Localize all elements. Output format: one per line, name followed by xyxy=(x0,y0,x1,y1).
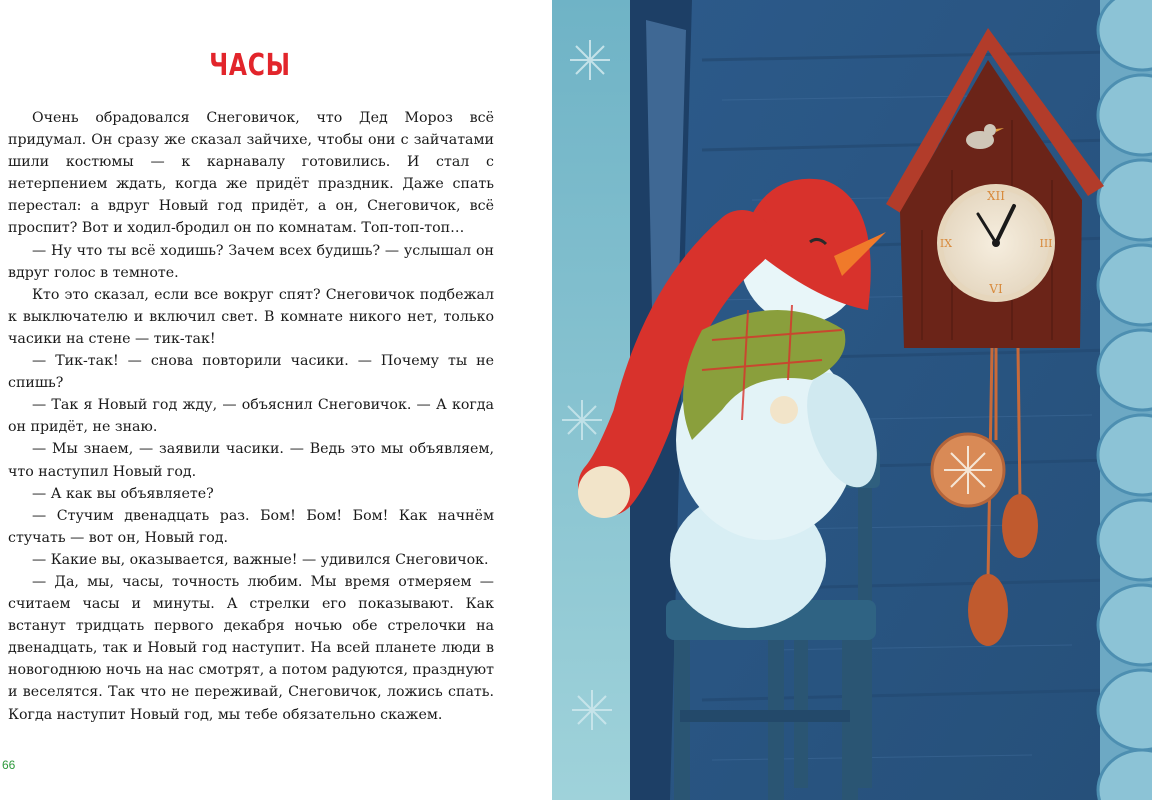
numeral-vi: VI xyxy=(989,282,1003,296)
chapter-title: ЧАСЫ xyxy=(209,48,291,83)
numeral-ix: IX xyxy=(939,237,953,250)
paragraph: — Так я Новый год жду, — объяснил Снеговичок. — А когда он придёт, не знаю. xyxy=(8,397,494,436)
pinecone-icon xyxy=(968,574,1008,646)
paragraph: — Да, мы, часы, точность любим. Мы время отмеряем — считаем часы и минуты. А стрелки его показывают. Как встанут тридцать первого декабря ночью обе стрелочки на двенадцать, так и Новый год наступит. На всей планете люди в новогоднюю ночь на нас смотрят, а потом радуются, празднуют и веселятся. Так что не переживай, Снеговичок, ложись спать. Когда наступит Новый год, мы тебе обязательно скажем. xyxy=(8,573,494,723)
log-wall xyxy=(1098,0,1152,800)
numeral-iii: III xyxy=(1039,237,1053,250)
pompom xyxy=(578,466,630,518)
paragraph: — Тик-так! — снова повторили часики. — Почему ты не спишь? xyxy=(8,353,494,392)
illustration-page xyxy=(552,0,1152,800)
snowflake-icon xyxy=(572,690,612,730)
story-text xyxy=(8,107,494,726)
snowman-clock-illustration xyxy=(552,0,1152,800)
text-page xyxy=(0,0,552,800)
paragraph: — А как вы объявляете? xyxy=(32,485,214,502)
paragraph: — Какие вы, оказывается, важные! — удивился Снеговичок. xyxy=(32,551,489,568)
pinecone-icon xyxy=(1002,494,1038,558)
paragraph: Кто это сказал, если все вокруг спят? Снеговичок подбежал к выключателю и включил свет. В комнате никого нет, только часики на стене — тик-так! xyxy=(8,286,494,347)
snowflake-icon xyxy=(562,400,602,440)
page-number: 66 xyxy=(2,758,16,772)
paragraph: — Стучим двенадцать раз. Бом! Бом! Бом! Как начнём стучать — вот он, Новый год. xyxy=(8,507,494,546)
snowflake-icon xyxy=(944,446,992,494)
paragraph: — Мы знаем, — заявили часики. — Ведь это мы объявляем, что наступил Новый год. xyxy=(8,441,494,480)
paragraph: Очень обрадовался Снеговичок, что Дед Мороз всё придумал. Он сразу же сказал зайчихе, чтобы они с зайчатами шили костюмы — к карнавалу готовились. И стал с нетерпением ждать, когда же придёт праздник. Даже спать перестал: а вдруг Новый год придёт, а он, Снеговичок, всё проспит? Вот и ходил-бродил он по комнатам. Топ-топ-топ… xyxy=(8,110,494,237)
paragraph: — Ну что ты всё ходишь? Зачем всех будишь? — услышал он вдруг голос в темноте. xyxy=(8,242,494,281)
snowflake-icon xyxy=(570,40,610,80)
numeral-xii: XII xyxy=(986,189,1006,203)
